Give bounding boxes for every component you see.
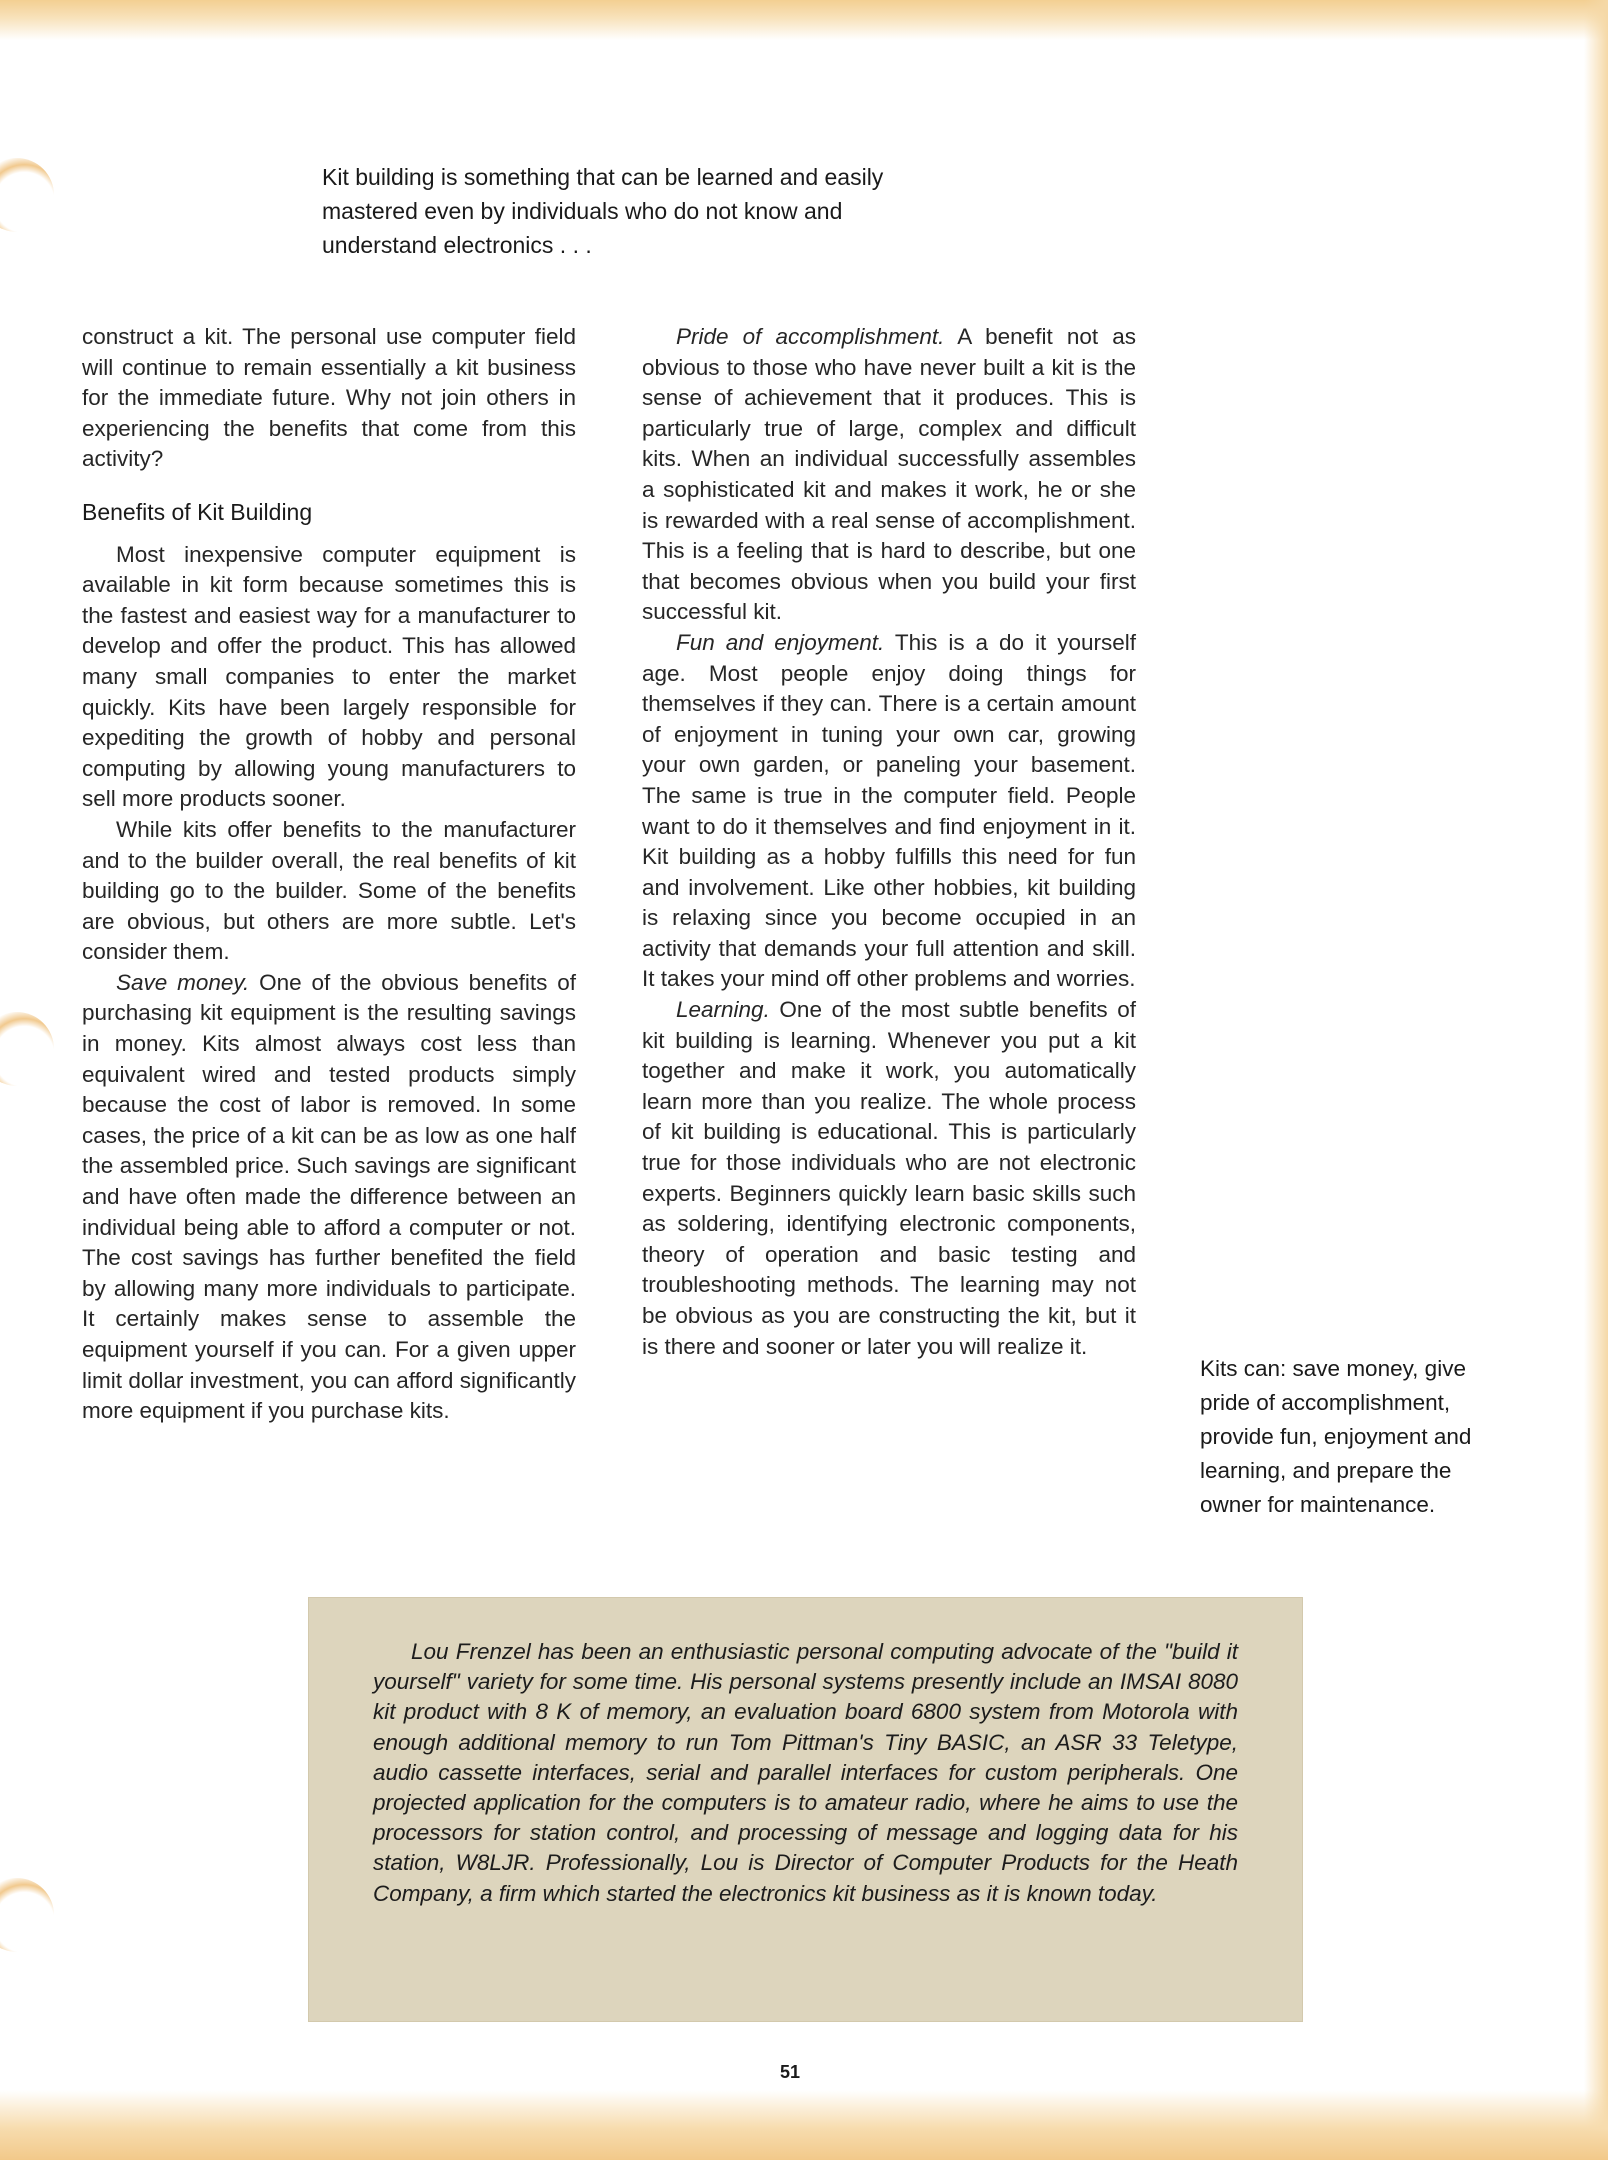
save-money-lead: Save money. xyxy=(116,969,250,995)
author-bio-box xyxy=(308,1597,1303,2022)
learning-paragraph xyxy=(642,995,1136,1362)
paper-edge-right xyxy=(1584,0,1608,2160)
learning-text: One of the most subtle benefits of kit building is learning. Whenever you put a kit together and make it work, you automatically learn more than you realize. The whole process of kit building is educational. This is particularly true for those individuals who are not electronic experts. Beginners quickly learn basic skills such as soldering, identifying electronic components, theory of operation and basic testing and troubleshooting methods. The learning may not be obvious as you are constructing the kit, but it is there and sooner or later you will realize it. xyxy=(642,997,1136,1359)
section-heading: Benefits of Kit Building xyxy=(82,498,313,525)
intro-paragraph: construct a kit. The personal use computer field will continue to remain essentially a kit business for the immediate future. Why not join others in experiencing the benefits that come from this activity? xyxy=(82,324,576,472)
author-bio-text: Lou Frenzel has been an enthusiastic personal computing advocate of the "build it yourself" variety for some time. His personal systems presently include an IMSAI 8080 kit product with 8 K of memory, an evaluation board 6800 system from Motorola with enough additional memory to run Tom Pittman's Tiny BASIC, an ASR 33 Teletype, audio cassette interfaces, serial and parallel interfaces for custom peripherals. One projected application for the computers is to amateur radio, where he aims to use the processors for station control, and processing of message and logging data for his station, W8LJR. Professionally, Lou is Director of Computer Products for the Heath Company, a firm which started the electronics kit business as it is known today. xyxy=(373,1639,1238,1906)
fun-lead: Fun and enjoyment. xyxy=(676,629,885,655)
save-money-text: One of the obvious benefits of purchasing kit equipment is the resulting savings in money. Kits almost always cost less than equivalent wired and tested products simply because the cost of labor is removed. In some cases, the price of a kit can be as low as one half the assembled price. Such savings are significant and have often made the difference between an individual being able to afford a computer or not. The cost savings has further benefited the field by allowing many more individuals to participate. It certainly makes sense to assemble the equipment yourself if you can. For a given upper limit dollar investment, you can afford significantly more equipment if you purchase kits. xyxy=(82,969,576,1424)
page-number: 51 xyxy=(779,2062,801,2082)
pride-text: A benefit not as obvious to those who have never built a kit is the sense of achievement that it produces. This is particularly true of large, complex and difficult kits. When an individual successfully assembles a sophisticated kit and makes it work, he or she is rewarded with a real sense of accomplishment. This is a feeling that is hard to describe, but one that becomes obvious when you build your first successful kit. xyxy=(642,324,1136,625)
fun-text: This is a do it yourself age. Most people enjoy doing things for themselves if they can. There is a certain amount of enjoyment in tuning your own car, growing your own garden, or paneling your basement. The same is true in the computer field. People want to do it themselves and find enjoyment in it. Kit building as a hobby fulfills this need for fun and involvement. Like other hobbies, kit building is relaxing since you become occupied in an activity that demands your full attention and skill. It takes your mind off other problems and worries. xyxy=(642,629,1136,992)
punch-hole-bottom xyxy=(0,1878,54,1952)
fun-paragraph xyxy=(642,628,1136,995)
punch-hole-middle xyxy=(0,1012,54,1086)
learning-lead: Learning. xyxy=(676,997,770,1023)
left-column xyxy=(82,322,576,1427)
paper-edge-bottom xyxy=(0,2090,1608,2160)
paper-edge-top xyxy=(0,0,1608,40)
pride-lead: Pride of accomplishment. xyxy=(676,324,945,349)
middle-column xyxy=(642,322,1136,1362)
body-paragraph: Most inexpensive computer equipment is available in kit form because sometimes this is the fastest and easiest way for a manufacturer to develop and offer the product. This has allowed many small companies to enter the market quickly. Kits have been largely responsible for expediting the growth of hobby and personal computing by allowing young manufacturers to sell more products sooner. xyxy=(82,541,576,812)
punch-hole-top xyxy=(0,158,54,232)
pull-quote: Kit building is something that can be learned and easily mastered even by individuals who do not know and understand electronics . . . xyxy=(322,164,884,258)
pride-paragraph xyxy=(642,322,1136,628)
body-paragraph: While kits offer benefits to the manufacturer and to the builder overall, the real benefits of kit building go to the builder. Some of the benefits are obvious, but others are more subtle. Let's consider them. xyxy=(82,816,576,965)
side-note: Kits can: save money, give pride of accomplishment, provide fun, enjoyment and learning, and prepare the owner for maintenance. xyxy=(1200,1356,1472,1517)
save-money-paragraph xyxy=(82,968,576,1427)
